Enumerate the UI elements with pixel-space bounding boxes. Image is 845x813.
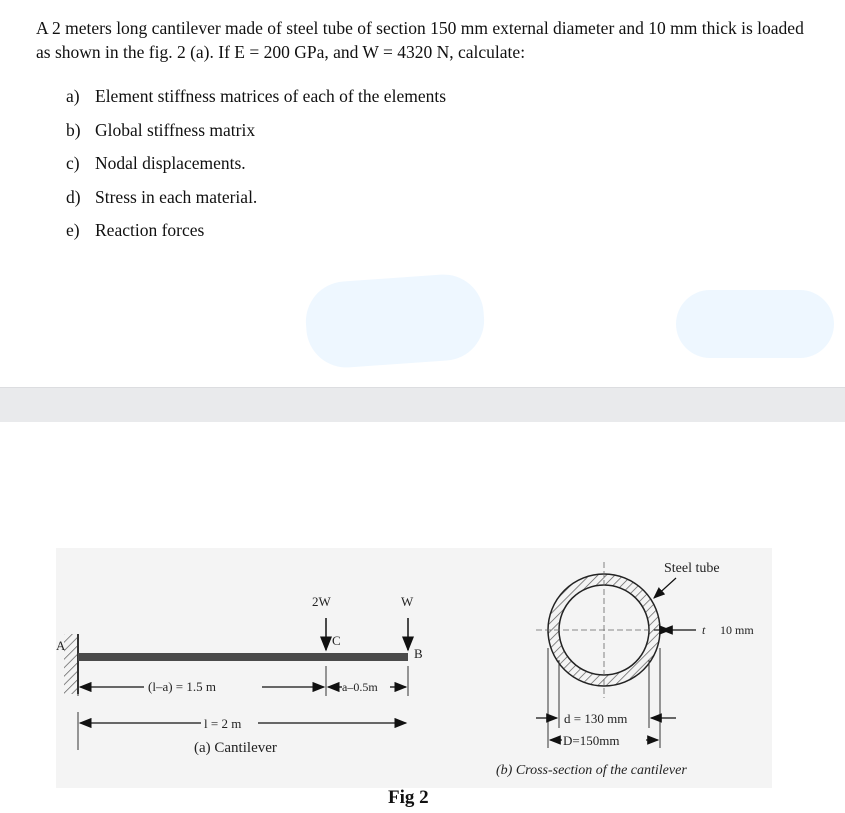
redaction-blob <box>303 272 487 370</box>
figure-panel <box>56 548 772 788</box>
part-label: e) <box>66 220 80 240</box>
dimension-label-l: l = 2 m <box>204 716 242 731</box>
redaction-blob <box>676 290 834 358</box>
load-label-2w: 2W <box>312 594 331 609</box>
part-text: Stress in each material. <box>95 186 258 207</box>
figure-drawing <box>56 548 772 788</box>
question-part-c <box>66 151 446 185</box>
cantilever-beam <box>78 653 408 661</box>
cross-section-caption: (b) Cross-section of the cantilever <box>496 763 687 778</box>
part-label: a) <box>66 86 80 106</box>
part-text: Reaction forces <box>95 220 205 240</box>
fixed-wall-support <box>64 634 78 694</box>
question-text: A 2 meters long cantilever made of steel tube of section 150 mm external diameter and 10 mm thick is loaded as shown in the fig. 2 (a). If E = 200 GPa, and W = 4320 N, calculate: <box>36 18 804 62</box>
part-text: Global stiffness matrix <box>95 119 256 140</box>
load-label-w: W <box>401 594 414 609</box>
part-label: d) <box>66 186 81 207</box>
dimension-label-l-minus-a: (l–a) = 1.5 m <box>148 679 216 694</box>
part-text: Nodal displacements. <box>95 153 246 173</box>
label-point-c: C <box>332 633 341 648</box>
question-parts-list <box>66 84 446 252</box>
cantilever-diagram <box>56 594 423 756</box>
figure-caption: Fig 2 <box>388 787 429 808</box>
dimension-label-a: a–0.5m <box>342 680 378 694</box>
steel-tube-label: Steel tube <box>664 561 720 576</box>
cross-section-diagram <box>496 561 754 778</box>
question-part-d <box>66 185 446 219</box>
question-part-b <box>66 118 446 152</box>
part-label: c) <box>66 153 80 173</box>
thickness-label: 10 mm <box>720 623 754 637</box>
section-divider <box>0 387 845 422</box>
part-label: b) <box>66 119 81 140</box>
cantilever-caption: (a) Cantilever <box>194 740 277 756</box>
question-part-a <box>66 84 446 118</box>
label-point-b: B <box>414 646 423 661</box>
inner-diameter-label: d = 130 mm <box>564 711 628 726</box>
label-point-a: A <box>56 638 66 653</box>
outer-diameter-label: D=150mm <box>563 733 620 748</box>
thickness-symbol: t <box>702 623 706 637</box>
question-part-e <box>66 218 446 252</box>
part-text: Element stiffness matrices of each of the elements <box>95 86 447 106</box>
